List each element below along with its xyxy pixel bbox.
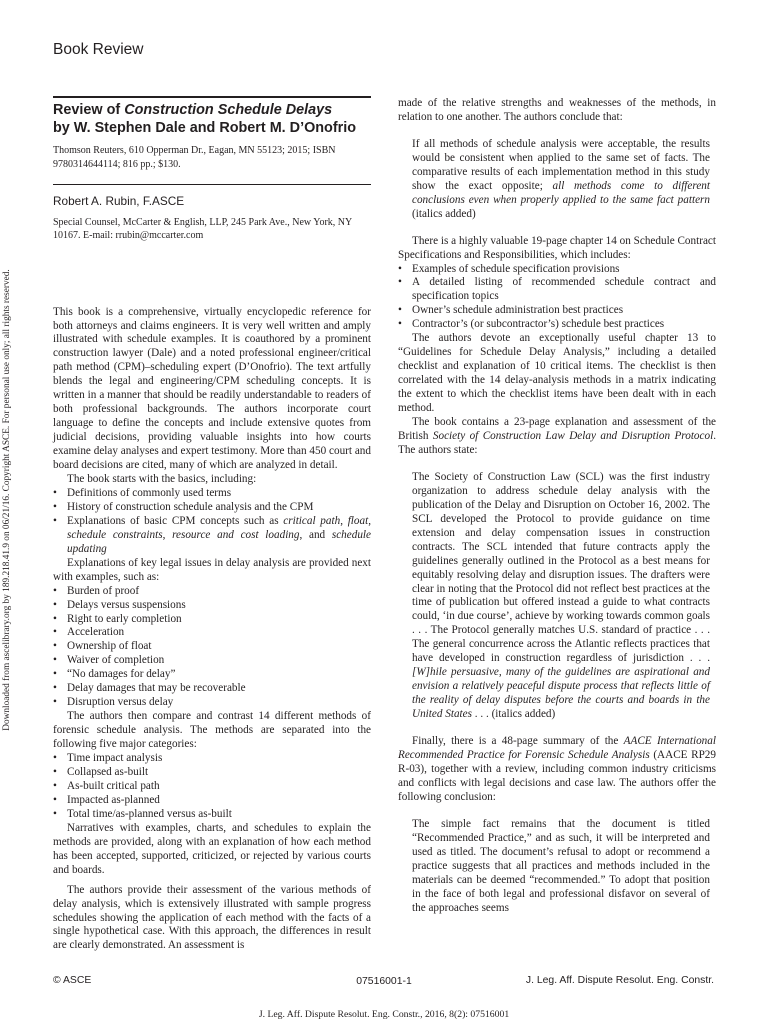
chapter14-intro: There is a highly valuable 19-page chapter 14 on Schedule Contract Specifications and Responsibilities, which includes: xyxy=(398,234,716,261)
methods-intro: The authors then compare and contrast 14 different methods of forensic schedule analysis. The methods are separated into the following five major categories: xyxy=(53,710,371,751)
basics-intro: The book starts with the basics, including: xyxy=(67,472,257,485)
continuation-paragraph: made of the relative strengths and weaknesses of the methods, in relation to one another. The authors conclude that: xyxy=(398,97,716,123)
footer-copyright: © ASCE xyxy=(53,975,92,986)
footer-journal: J. Leg. Aff. Dispute Resolut. Eng. Constr. xyxy=(525,975,714,986)
methods-list xyxy=(53,752,371,822)
title-book-name: Construction Schedule Delays xyxy=(124,102,333,118)
chapter14-list xyxy=(398,263,716,333)
section-label: Book Review xyxy=(53,41,144,58)
left-column xyxy=(53,96,371,953)
intro-paragraph: This book is a comprehensive, virtually encyclopedic reference for both attorneys and claims engineers. It is very well written and amply illustrated with schedule examples. It is coauthored by a prominent construction lawyer (Dale) and a noted professional engineer/critical path method (CPM)–scheduling expert (D’Onofrio). The text artfully blends the legal and engineering/CPM scheduling concepts. It is written in a manner that should be readily understandable to readers of both professional backgrounds. The authors incorporate court language to define the concepts and include extensive quotes from judicial decisions, providing valuable insights into how courts examine delay analyses and expert testimony. More than 450 court and board decisions are cited, many of which are analyzed in detail. xyxy=(53,305,371,472)
publication-info: Thomson Reuters, 610 Opperman Dr., Eagan, MN 55123; 2015; ISBN 9780314644114; 816 pp.; $130. xyxy=(53,145,336,170)
legal-issues-list xyxy=(53,585,371,711)
list-item: • As-built critical path xyxy=(53,780,371,794)
list-item: • Owner’s schedule administration best practices xyxy=(398,304,716,318)
list-item: • A detailed listing of recommended schedule contract and specification topics xyxy=(398,276,716,304)
aace-paragraph: Finally, there is a 48-page summary of the AACE International Recommended Practice for Forensic Schedule Analysis (AACE RP29 R-03), together with a review, including common industry criticisms and conflicts with legal decisions and case law. The authors offer the following conclusion: xyxy=(398,735,716,803)
title-authors: by W. Stephen Dale and Robert M. D’Onofrio xyxy=(53,120,357,136)
narratives-paragraph: Narratives with examples, charts, and schedules to explain the methods are provided, along with an explanation of how each method has been accepted, supported, criticized, or rejected by various courts and boards. xyxy=(53,821,371,876)
block-quote-aace: The simple fact remains that the document is titled “Recommended Practice,” and as such, it will be interpreted and used as titled. The document’s refusal to adopt or recommend a practice suggests that all practices and methods included in the materials can be deemed “recommended.” To adopt that position in the face of both legal and professional disfavor on several of the approaches seems xyxy=(412,817,710,914)
list-item: • Disruption versus delay xyxy=(53,696,371,710)
author-rule xyxy=(53,184,371,185)
scl-intro: The book contains a 23-page explanation and assessment of the British Society of Construction Law Delay and Disruption Protocol. The authors state: xyxy=(398,416,716,456)
list-item: • Contractor’s (or subcontractor’s) schedule best practices xyxy=(398,318,716,332)
title-rule xyxy=(53,96,371,98)
citation-line: J. Leg. Aff. Dispute Resolut. Eng. Constr., 2016, 8(2): 07516001 xyxy=(258,1009,510,1020)
assessment-paragraph: The authors provide their assessment of the various methods of delay analysis, which is extensively illustrated with sample progress schedules showing the application of each method with the facts of a single hypothetical case. With this approach, the differences in result are clearly demonstrated. An assessment is xyxy=(53,883,371,952)
title-prefix: Review of xyxy=(53,102,125,118)
right-column xyxy=(398,97,716,928)
reviewer-name: Robert A. Rubin, F.ASCE xyxy=(53,194,185,208)
list-item: • Definitions of commonly used terms xyxy=(53,487,371,501)
basics-list xyxy=(53,487,371,557)
legal-issues-intro: Explanations of key legal issues in delay analysis are provided next with examples, such as: xyxy=(53,556,371,583)
block-quote-conclusion: If all methods of schedule analysis were acceptable, the results would be consistent when applied to the same set of facts. The comparative results of each implementation method in this study show the exact opposite; all methods come to different conclusions even when properly applied to the same fact pattern (italics added) xyxy=(412,137,710,220)
list-item: • History of construction schedule analysis and the CPM xyxy=(53,501,371,515)
list-item: • Ownership of float xyxy=(53,640,371,654)
block-quote-scl: The Society of Construction Law (SCL) was the first industry organization to address schedule delay analysis with the publication of the Delay and Disruption on October 16, 2002. The SCL developed the Protocol to provide guidance on time extension and delay compensation issues in construction contracts. The SCL intended that future contracts apply the guidelines generally outlined in the Protocol as a best means for equitably resolving delay and disruption issues. The drafters were clear in noting that the Protocol did not reflect best practices at the time of publication but offered instead a guide to what contracts could, ‘in due course’, achieve by working towards common goals . . . The Protocol generally matches U.S. standard of practice . . . The general concurrence across the Atlantic reflects practices that have developed in construction regardless of jurisdiction . . . [W]hile persuasive, many of the guidelines are aspirational and envision a relatively peaceful dispute process that reflects little of the reality of delay disputes before the courts and boards in the United States . . . (italics added) xyxy=(412,470,710,721)
download-notice: Downloaded from ascelibrary.org by 189.218.41.9 on 06/21/16. Copyright ASCE. For personal use only; all rights reserved. xyxy=(2,269,12,731)
list-item: • Collapsed as-built xyxy=(53,766,371,780)
list-item: • Impacted as-planned xyxy=(53,794,371,808)
footer-page-id: 07516001-1 xyxy=(356,976,412,987)
article-title xyxy=(53,101,371,137)
list-item: • Delay damages that may be recoverable xyxy=(53,682,371,696)
list-item: • Acceleration xyxy=(53,626,371,640)
list-item: • Time impact analysis xyxy=(53,752,371,766)
chapter13-paragraph: The authors devote an exceptionally useful chapter 13 to “Guidelines for Schedule Delay Analysis,” including a detailed checklist and explanation of 10 critical items. The checklist is then correlated with the 14 delay-analysis methods in a matrix indicating the extent to which the checklist items have been dealt with in each method. xyxy=(398,332,716,415)
reviewer-affiliation: Special Counsel, McCarter & English, LLP, 245 Park Ave., New York, NY 10167. E-mail: rrubin@mccarter.com xyxy=(53,216,352,242)
list-item: • Delays versus suspensions xyxy=(53,599,371,613)
list-item: • Examples of schedule specification provisions xyxy=(398,263,716,277)
list-item: • Waiver of completion xyxy=(53,654,371,668)
list-item: • Burden of proof xyxy=(53,585,371,599)
list-item: • Total time/as-planned versus as-built xyxy=(53,808,371,822)
list-item: • Explanations of basic CPM concepts such as critical path, float, schedule constraints, resource and cost loading, and schedule updating xyxy=(53,515,371,557)
list-item: • Right to early completion xyxy=(53,613,371,627)
list-item: • “No damages for delay” xyxy=(53,668,371,682)
